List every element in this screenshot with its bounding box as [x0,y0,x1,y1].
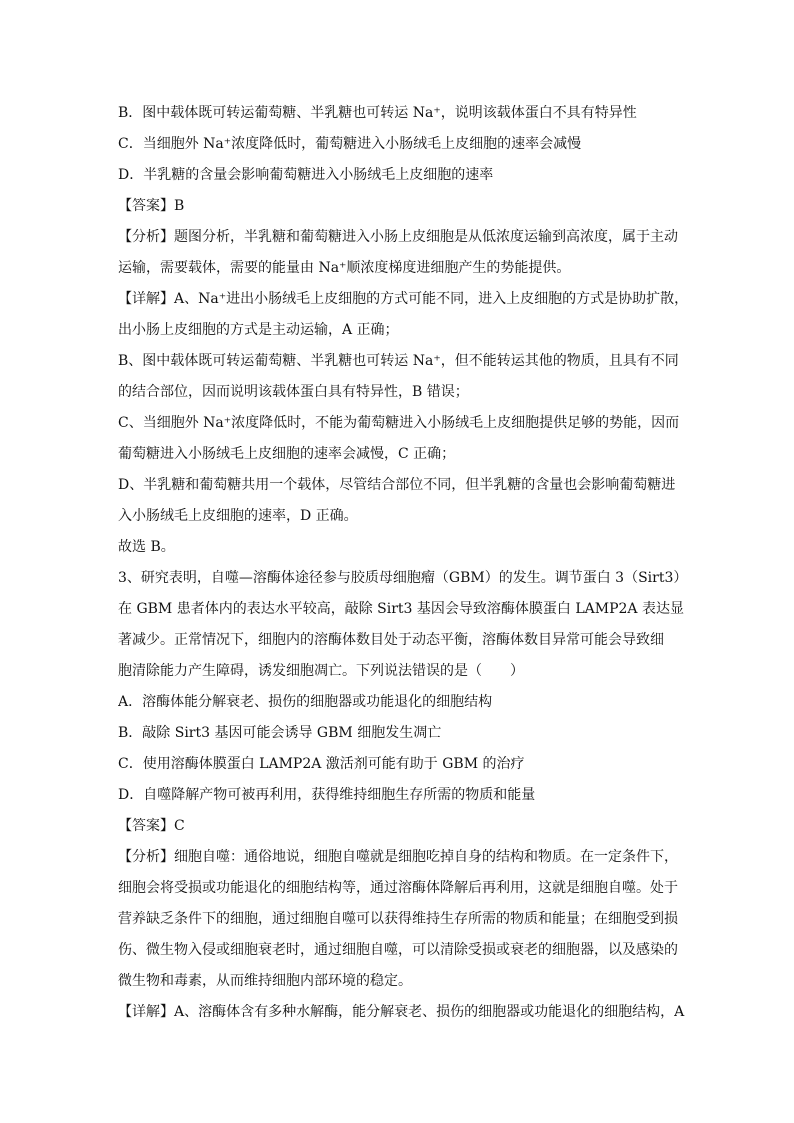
question-3-stem-line: 3、研究表明，自噬—溶酶体途径参与胶质母细胞瘤（GBM）的发生。调节蛋白 3（Sirt3） [118,570,688,586]
question-3-option-c: C．使用溶酶体膜蛋白 LAMP2A 激活剂可能有助于 GBM 的治疗 [118,756,525,772]
question-3-stem-line: 在 GBM 患者体内的表达水平较高，敲除 Sirt3 基因会导致溶酶体膜蛋白 LAMP2A 表达显 [118,601,684,617]
answer-label: 【答案】C [118,818,185,834]
option-b-text: B．图中载体既可转运葡萄糖、半乳糖也可转运 Na⁺，说明该载体蛋白不具有特异性 [118,105,637,121]
question-3-option-b: B．敲除 Sirt3 基因可能会诱导 GBM 细胞发生凋亡 [118,725,442,741]
explanation-paragraph-line: B、图中载体既可转运葡萄糖、半乳糖也可转运 Na⁺，但不能转运其他的物质，且具有不同 [118,353,679,369]
option-d-text: D．半乳糖的含量会影响葡萄糖进入小肠绒毛上皮细胞的速率 [118,167,494,183]
analysis-paragraph-line: 微生物和毒素，从而维持细胞内部环境的稳定。 [118,973,412,989]
explanation-paragraph-line: 的结合部位，因而说明该载体蛋白具有特异性，B 错误； [118,384,469,400]
explanation-paragraph-line: 入小肠绒毛上皮细胞的速率，D 正确。 [118,508,358,524]
conclusion-text: 故选 B。 [118,539,175,555]
analysis-paragraph-line: 伤、微生物入侵或细胞衰老时，通过细胞自噬，可以清除受损或衰老的细胞器，以及感染的 [118,942,678,958]
answer-label: 【答案】B [118,198,185,214]
analysis-paragraph-line: 细胞会将受损或功能退化的细胞结构等，通过溶酶体降解后再利用，这就是细胞自噬。处于 [118,880,678,896]
question-3-stem-line: 著减少。正常情况下，细胞内的溶酶体数目处于动态平衡，溶酶体数目异常可能会导致细 [118,632,664,648]
analysis-paragraph-line: 运输，需要载体，需要的能量由 Na⁺顺浓度梯度进细胞产生的势能提供。 [118,260,571,276]
explanation-paragraph-line: 【详解】A、溶酶体含有多种水解酶，能分解衰老、损伤的细胞器或功能退化的细胞结构，A [118,1004,685,1020]
explanation-paragraph-line: 葡萄糖进入小肠绒毛上皮细胞的速率会减慢，C 正确； [118,446,456,462]
option-c-text: C．当细胞外 Na⁺浓度降低时，葡萄糖进入小肠绒毛上皮细胞的速率会减慢 [118,136,582,152]
analysis-paragraph-line: 【分析】题图分析，半乳糖和葡萄糖进入小肠上皮细胞是从低浓度运输到高浓度，属于主动 [118,229,678,245]
question-3-option-d: D．自噬降解产物可被再利用，获得维持细胞生存所需的物质和能量 [118,787,536,803]
explanation-paragraph-line: 出小肠上皮细胞的方式是主动运输，A 正确； [118,322,399,338]
analysis-paragraph-line: 【分析】细胞自噬：通俗地说，细胞自噬就是细胞吃掉自身的结构和物质。在一定条件下， [118,849,678,865]
question-3-option-a: A．溶酶体能分解衰老、损伤的细胞器或功能退化的细胞结构 [118,694,493,710]
explanation-paragraph-line: C、当细胞外 Na⁺浓度降低时，不能为葡萄糖进入小肠绒毛上皮细胞提供足够的势能，因而 [118,415,680,431]
analysis-paragraph-line: 营养缺乏条件下的细胞，通过细胞自噬可以获得维持生存所需的物质和能量；在细胞受到损 [118,911,678,927]
question-3-stem-line: 胞清除能力产生障碍，诱发细胞凋亡。下列说法错误的是（ ） [118,663,524,679]
explanation-paragraph-line: 【详解】A、Na⁺进出小肠绒毛上皮细胞的方式可能不同，进入上皮细胞的方式是协助扩散， [118,291,689,307]
explanation-paragraph-line: D、半乳糖和葡萄糖共用一个载体，尽管结合部位不同，但半乳糖的含量也会影响葡萄糖进 [118,477,676,493]
